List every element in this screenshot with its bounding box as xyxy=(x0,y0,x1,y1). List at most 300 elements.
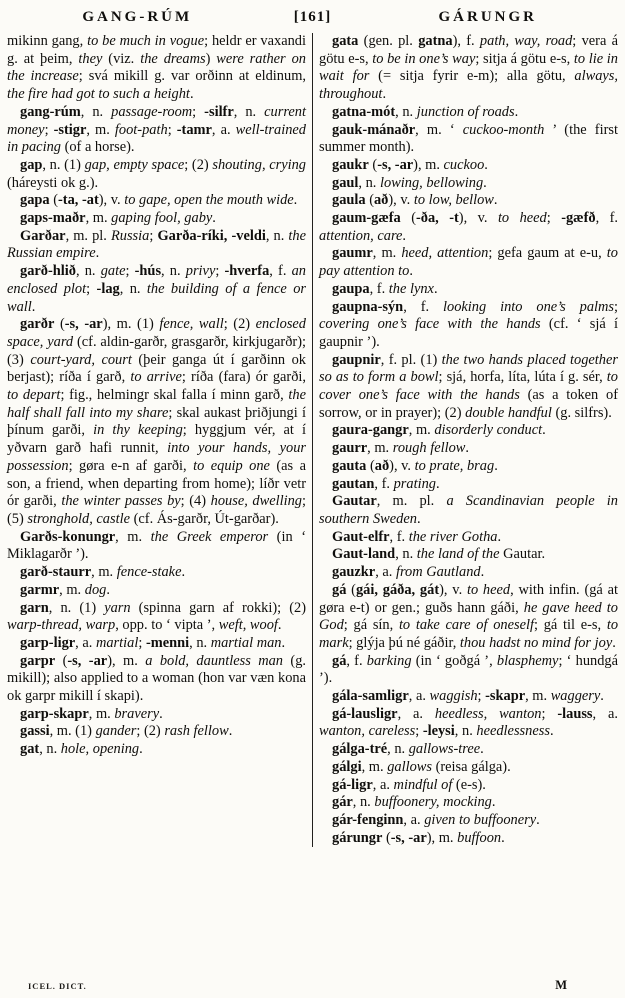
gloss-text: the half shall fall into my share xyxy=(7,387,306,421)
entry-text: ; xyxy=(149,227,158,244)
gloss-text: to prate, brag xyxy=(414,457,495,474)
entry-text: , f. xyxy=(269,263,292,280)
header-first-word: GANG-RÚM xyxy=(82,9,193,25)
entry-text: ), m. xyxy=(107,652,146,669)
gloss-text: to lie in wait for xyxy=(319,50,618,85)
headword-text: gaukr xyxy=(332,156,369,173)
entry-text: . xyxy=(189,86,194,103)
headword-text: -lag xyxy=(96,280,120,297)
headword-text: að xyxy=(373,192,389,209)
gloss-text: to low, bellow xyxy=(413,192,494,209)
gloss-text: rash fellow xyxy=(164,723,229,740)
headword-text: gaps-maðr xyxy=(20,210,86,227)
entry-text: . xyxy=(416,510,421,527)
entry-text: ), f. xyxy=(452,33,480,49)
entry-text: ; xyxy=(415,723,423,740)
headword-text: gassi xyxy=(20,723,50,740)
dictionary-entry xyxy=(319,653,618,688)
entry-text: ( xyxy=(365,192,374,209)
entry-text: (cf. ‘ sjá í gaupnir ’). xyxy=(319,316,618,350)
gloss-text: to cover one’s face with the hands xyxy=(319,369,618,404)
entry-text: ’ (the first summer month). xyxy=(319,121,618,156)
gloss-text: to pay attention to xyxy=(319,245,618,280)
entry-text: . xyxy=(228,723,233,740)
headword-text: gata xyxy=(332,33,359,49)
gloss-text: heedlessness xyxy=(476,723,550,740)
gloss-text: to mark xyxy=(319,617,619,651)
entry-text: . xyxy=(159,705,163,722)
page-footer xyxy=(0,978,625,993)
headword-text: gá-ligr xyxy=(332,776,373,793)
entry-text: ; gøra e-n af garði, xyxy=(68,457,194,474)
entry-text: ; (2) xyxy=(184,156,213,173)
gloss-text: yarn xyxy=(104,599,131,616)
headword-text: gaupnir xyxy=(332,351,381,368)
entry-text: (reisa gálga). xyxy=(431,758,511,775)
entry-text: , m. xyxy=(372,245,402,262)
headword-text: gautan xyxy=(332,475,375,492)
headword-text: garð-hlið xyxy=(20,263,76,280)
gloss-text: Russia xyxy=(110,227,150,244)
entry-text: ), v. xyxy=(389,457,415,474)
dictionary-entry xyxy=(319,458,618,476)
dictionary-entry xyxy=(7,635,306,653)
entry-text: , f. xyxy=(369,280,389,297)
dictionary-entry xyxy=(319,830,618,848)
gloss-text: enclosed space, yard xyxy=(7,316,307,350)
gloss-text: he gave heed to God xyxy=(319,599,618,634)
gloss-text: dog xyxy=(84,581,107,598)
gloss-text: gander xyxy=(95,723,137,740)
dictionary-entry xyxy=(319,33,618,104)
headword-text: gá-lausligr xyxy=(332,705,398,722)
entry-text: . xyxy=(402,227,407,244)
gloss-text: gate xyxy=(100,263,126,280)
page-header xyxy=(7,9,618,26)
entry-text: ; ‘ hundgá ’). xyxy=(319,652,618,687)
headword-text: -s, -ar xyxy=(390,829,427,846)
header-last-word: GÁRUNGR xyxy=(438,9,537,25)
entry-text: , m. xyxy=(59,581,85,598)
dictionary-entry xyxy=(319,210,618,245)
gloss-text: to depart xyxy=(7,387,61,404)
column-divider xyxy=(312,33,313,847)
gloss-text: the fire had got to such a height xyxy=(7,86,190,103)
gloss-text: cuckoo-month xyxy=(462,121,545,138)
entry-text: ; xyxy=(125,263,135,280)
entry-text: , f. pl. (1) xyxy=(380,351,442,368)
gloss-text: rough fellow xyxy=(392,440,466,457)
entry-text: . xyxy=(212,210,216,227)
gloss-text: looking into one’s palms xyxy=(443,298,615,315)
entry-text: , n. xyxy=(265,227,289,244)
headword-text: -s, -ar xyxy=(64,316,103,333)
gloss-text: barking xyxy=(366,652,412,669)
entry-text: , n. xyxy=(395,103,417,120)
entry-text: , m. xyxy=(88,705,115,722)
entry-text: , opp. to ‘ vipta ’, xyxy=(115,617,219,634)
gloss-text: martial xyxy=(95,634,139,651)
gloss-text: to arrive xyxy=(130,369,182,386)
entry-text: , f. xyxy=(374,475,394,492)
dictionary-entry xyxy=(7,192,306,210)
entry-text: ; (2) xyxy=(223,316,256,333)
entry-text: . xyxy=(501,829,505,846)
entry-text: ( xyxy=(400,210,416,227)
gloss-text: gap, empty space xyxy=(84,156,185,173)
gloss-text: stronghold, castle xyxy=(27,510,130,527)
gloss-text: fence-stake xyxy=(116,564,182,581)
entry-text: ( xyxy=(49,192,58,209)
gloss-text: cuckoo xyxy=(443,156,485,173)
headword-text: gálga-tré xyxy=(332,741,388,758)
entry-text: ; xyxy=(541,705,558,722)
entry-text: . xyxy=(31,298,36,315)
dictionary-entry xyxy=(319,104,618,122)
entry-text: . xyxy=(483,174,487,191)
gloss-text: always, throughout xyxy=(319,68,618,103)
entry-text: ; gá til e-s, xyxy=(533,617,607,634)
entry-text: (in ‘ Miklagarðr ’). xyxy=(7,528,306,563)
entry-text: ; heldr er vaxandi g. at þeim, xyxy=(7,33,306,67)
entry-text: , n. xyxy=(454,723,477,740)
headword-text: -leysi xyxy=(422,723,455,740)
entry-text: ), v. xyxy=(388,192,414,209)
headword-text: gárungr xyxy=(332,829,383,846)
entry-text: , f. xyxy=(389,528,409,545)
quire-signature: M xyxy=(555,978,567,992)
dictionary-entry xyxy=(319,192,618,210)
gloss-text: from Gautland xyxy=(395,564,481,581)
entry-text: , m. pl. xyxy=(376,493,447,510)
headword-text: gaula xyxy=(332,192,366,209)
entry-text: ( xyxy=(55,652,68,669)
entry-text: ; fig., helmingr skal falla í minn garð, xyxy=(60,387,289,404)
entry-text: ; xyxy=(44,121,54,138)
dictionary-entry xyxy=(319,281,618,299)
gloss-text: double handful xyxy=(465,404,552,421)
gloss-text: to heed xyxy=(497,210,547,227)
entry-text: , m. (1) xyxy=(49,723,96,740)
headword-text: -menni xyxy=(145,634,190,651)
entry-text: , n. xyxy=(233,103,265,120)
entry-text: ; gá sín, xyxy=(343,617,399,634)
dictionary-entry xyxy=(319,476,618,494)
gloss-text: to heed xyxy=(466,581,511,598)
gloss-text: hole, opening xyxy=(60,741,140,758)
dictionary-entry xyxy=(319,529,618,547)
headword-text: garpr xyxy=(20,652,56,669)
headword-text: gap xyxy=(20,156,43,173)
gloss-text: waggish xyxy=(429,688,478,705)
entry-text: ; vera á götu e-s, xyxy=(319,33,618,67)
entry-text: , n. xyxy=(39,741,61,758)
entry-text: . xyxy=(181,564,186,581)
headword-text: Gaut-land xyxy=(332,546,396,563)
left-column xyxy=(7,33,306,847)
dictionary-entry xyxy=(7,33,306,104)
entry-text: (in ‘ goðgá ’, xyxy=(411,652,497,669)
gloss-text: heedless, wanton xyxy=(434,705,542,722)
headword-text: Garða-ríki, -veldi xyxy=(157,227,266,244)
entry-text: , a. xyxy=(403,811,425,828)
dictionary-entry xyxy=(319,688,618,706)
dictionary-entry xyxy=(7,228,306,263)
gloss-text: weft, woof xyxy=(218,617,278,634)
gloss-text: shouting, crying xyxy=(212,156,306,173)
gloss-text: covering one’s face with the hands xyxy=(319,316,541,333)
entry-text: . xyxy=(549,723,554,740)
headword-text: gaura-gangr xyxy=(332,422,409,439)
entry-text: , a. xyxy=(397,705,435,722)
gloss-text: gallows xyxy=(387,758,432,775)
gloss-text: given to buffoonery xyxy=(424,811,537,828)
entry-text: ; glýja þú né gáðir, xyxy=(348,634,460,651)
headword-text: gár xyxy=(332,794,353,811)
gloss-text: mindful of xyxy=(393,776,453,793)
entry-text: , m. xyxy=(86,121,115,138)
entry-text: (spinna garn af rokki); (2) xyxy=(130,599,306,616)
entry-text: . xyxy=(465,440,469,457)
entry-text: , m. xyxy=(361,758,388,775)
entry-text: . xyxy=(95,245,100,262)
entry-text: , n. xyxy=(161,263,186,280)
entry-text: , f. xyxy=(346,652,367,669)
headword-text: gaupna-sýn xyxy=(332,298,404,315)
entry-text: . xyxy=(493,192,498,209)
gloss-text: martial man xyxy=(210,634,282,651)
dictionary-entry xyxy=(7,582,306,600)
headword-text: gálgi xyxy=(332,758,362,775)
entry-text: , n. xyxy=(352,794,375,811)
dictionary-entry xyxy=(319,157,618,175)
headword-text: gála-samligr xyxy=(332,688,409,705)
gloss-text: path, way, road xyxy=(479,33,573,49)
entry-text: ( xyxy=(346,581,356,598)
entry-text: . xyxy=(106,581,110,598)
gloss-text: disorderly conduct xyxy=(434,422,543,439)
dictionary-entry xyxy=(7,529,306,564)
entry-text: ( xyxy=(382,829,391,846)
dictionary-entry xyxy=(319,440,618,458)
headword-text: gauta xyxy=(332,457,367,474)
gloss-text: current money xyxy=(7,103,306,138)
entry-text: ; xyxy=(546,210,562,227)
entry-text: . xyxy=(514,103,519,120)
headword-text: -s, -ar xyxy=(67,652,108,669)
gloss-text: to take care of oneself xyxy=(398,617,534,634)
entry-text: . xyxy=(139,741,143,758)
entry-text: ), m. (1) xyxy=(102,316,160,333)
entry-text: (cf. Ás-garðr, Út-garðar). xyxy=(130,510,279,527)
dictionary-entry xyxy=(7,210,306,228)
dictionary-entry xyxy=(7,600,306,635)
headword-text: gaum-gæfa xyxy=(332,210,401,227)
gloss-text: house, dwelling xyxy=(210,493,302,510)
headword-text: -skapr xyxy=(485,688,526,705)
headword-text: -silfr xyxy=(204,103,234,120)
entry-text: (= sitja fyrir e-m); alla götu, xyxy=(369,68,575,85)
gloss-text: fence, wall xyxy=(159,316,224,333)
entry-text: . xyxy=(435,475,440,492)
headword-text: gauk-mánaðr xyxy=(332,121,416,138)
entry-text: (e-s). xyxy=(452,776,486,793)
entry-text: , n. xyxy=(358,174,380,191)
headword-text: gang-rúm xyxy=(20,103,81,120)
printer-signature: ICEL. DICT. xyxy=(28,981,87,991)
entry-text: ), m. xyxy=(426,829,458,846)
headword-text: -gæfð xyxy=(561,210,596,227)
headword-text: Gaut-elfr xyxy=(332,528,390,545)
headword-text: gatna xyxy=(418,33,453,49)
headword-text: garð-staurr xyxy=(20,564,92,581)
entry-text: (þeir ganga út í garðinn ok berjast); ríða í garð, xyxy=(7,351,307,386)
entry-text: , m. xyxy=(85,210,112,227)
headword-text: -tamr xyxy=(176,121,212,138)
gloss-text: buffoon xyxy=(457,829,502,846)
entry-text: . xyxy=(497,528,502,545)
dictionary-entry xyxy=(319,245,618,280)
entry-text: , n. (1) xyxy=(42,156,85,173)
gloss-text: privy xyxy=(185,263,216,280)
gloss-text: they xyxy=(78,50,103,67)
dictionary-entry xyxy=(319,741,618,759)
gloss-text: the lynx xyxy=(388,280,434,297)
entry-text: . xyxy=(536,811,540,828)
gloss-text: waggery xyxy=(550,688,601,705)
entry-text: , n. xyxy=(189,634,211,651)
entry-text: , a. xyxy=(211,121,236,138)
gloss-text: the Greek emperor xyxy=(150,528,269,545)
entry-text: ; hyggjum vér, at í yðvarn garð hafi runnit, xyxy=(7,422,307,457)
dictionary-entry xyxy=(319,794,618,812)
entry-text: , f. xyxy=(595,210,618,227)
entry-text: . xyxy=(293,192,298,209)
entry-text: . xyxy=(494,457,498,474)
dictionary-entry xyxy=(319,564,618,582)
gloss-text: bravery xyxy=(114,705,160,722)
entry-text: ( xyxy=(366,457,375,474)
entry-text: . xyxy=(484,156,488,173)
headword-text: gá xyxy=(332,652,347,669)
entry-text: ( xyxy=(54,316,65,333)
entry-text: ; gefa gaum at e-u, xyxy=(488,245,607,262)
gloss-text: heed, attention xyxy=(401,245,489,262)
gloss-text: the river Gotha xyxy=(408,528,498,545)
entry-text: . xyxy=(491,794,496,811)
entry-text: ; xyxy=(192,103,205,120)
entry-text: . xyxy=(382,86,387,103)
gloss-text: buffoonery, mocking xyxy=(374,794,492,811)
gloss-text: thou hadst no mind for joy xyxy=(459,634,613,651)
entry-text: . xyxy=(480,564,485,581)
gloss-text: an enclosed plot xyxy=(7,263,306,297)
entry-text: , a. xyxy=(372,776,394,793)
dictionary-entry xyxy=(319,299,618,352)
entry-text: ), m. xyxy=(413,156,444,173)
headword-text: gatna-mót xyxy=(332,103,396,120)
entry-text: (of a horse). xyxy=(60,139,135,156)
gloss-text: a bold, dauntless man xyxy=(145,652,283,669)
gloss-text: gaping fool, gaby xyxy=(111,210,213,227)
headword-text: -hús xyxy=(134,263,162,280)
headword-text: gaurr xyxy=(332,440,368,457)
dictionary-entry xyxy=(7,157,306,192)
entry-text: , m. xyxy=(91,564,117,581)
headword-text: -s, -ar xyxy=(377,156,414,173)
headword-text: -ða, -t xyxy=(415,210,459,227)
dictionary-entry xyxy=(7,104,306,157)
headword-text: gaul xyxy=(332,174,359,191)
entry-text: , m. xyxy=(367,440,393,457)
headword-text: Gautar xyxy=(332,493,377,510)
headword-text: garn xyxy=(20,599,49,616)
entry-text: ), v. xyxy=(439,581,467,598)
entry-text: ; sjá, horfa, líta, lúta í g. sér, xyxy=(438,369,607,386)
dictionary-entry xyxy=(319,122,618,157)
entry-text: , n. xyxy=(75,263,101,280)
headword-text: garðr xyxy=(20,316,55,333)
entry-text: ; xyxy=(215,263,225,280)
gloss-text: were rather on the increase xyxy=(7,50,306,85)
gloss-text: blasphemy xyxy=(496,652,559,669)
entry-text: , with infin. (gá at gøra e-t) or gen.; guðs hann gáði, xyxy=(319,581,618,616)
entry-text: ; (5) xyxy=(7,493,306,527)
entry-text: , n. xyxy=(387,741,409,758)
gloss-text: court-yard, court xyxy=(30,351,132,368)
entry-text: , n. xyxy=(80,103,112,120)
gloss-text: to be much in vogue xyxy=(87,33,205,49)
headword-text: gapa xyxy=(20,192,50,209)
dictionary-entry xyxy=(7,723,306,741)
entry-text: . xyxy=(409,263,413,280)
entry-text: . xyxy=(480,741,484,758)
entry-text: (as a son, a friend, when departing from home); líðr vetr ór garði, xyxy=(7,457,306,510)
entry-text: . xyxy=(542,422,546,439)
dictionary-entry xyxy=(7,263,306,316)
headword-text: gaumr xyxy=(332,245,373,262)
entry-text: . xyxy=(277,617,282,634)
entry-text: ; xyxy=(614,298,619,315)
dictionary-entry xyxy=(319,812,618,830)
headword-text: gár-fenginn xyxy=(332,811,404,828)
gloss-text: warp-thread, warp xyxy=(7,617,116,634)
gloss-text: to equip one xyxy=(193,457,270,474)
page-number: [161] xyxy=(293,9,332,25)
entry-text: ; (4) xyxy=(180,493,211,510)
entry-text: ), v. xyxy=(458,210,498,227)
entry-text: , m. ‘ xyxy=(415,121,463,138)
entry-text: , m. pl. xyxy=(65,227,111,244)
entry-text: , a. xyxy=(75,634,96,651)
gloss-text: into your hands, your possession xyxy=(7,440,306,474)
entry-text: , m. xyxy=(408,422,435,439)
headword-text: gauzkr xyxy=(332,564,376,581)
entry-text: , f. xyxy=(403,298,444,315)
headword-text: gá xyxy=(332,581,347,598)
gloss-text: junction of roads xyxy=(416,103,515,120)
entry-text: ; sitja á götu e-s, xyxy=(475,50,574,67)
headword-text: -lauss xyxy=(557,705,593,722)
gloss-text: wanton, careless xyxy=(319,723,416,740)
headword-text: garp-skapr xyxy=(20,705,89,722)
entry-text: ; ríða (fara) ór garði, xyxy=(181,369,306,386)
dictionary-entry xyxy=(319,759,618,777)
gloss-text: the dreams xyxy=(140,50,206,67)
entry-text: , a. xyxy=(375,564,396,581)
dictionary-entry xyxy=(7,653,306,706)
entry-text: (háreysti ok g.). xyxy=(7,174,99,191)
